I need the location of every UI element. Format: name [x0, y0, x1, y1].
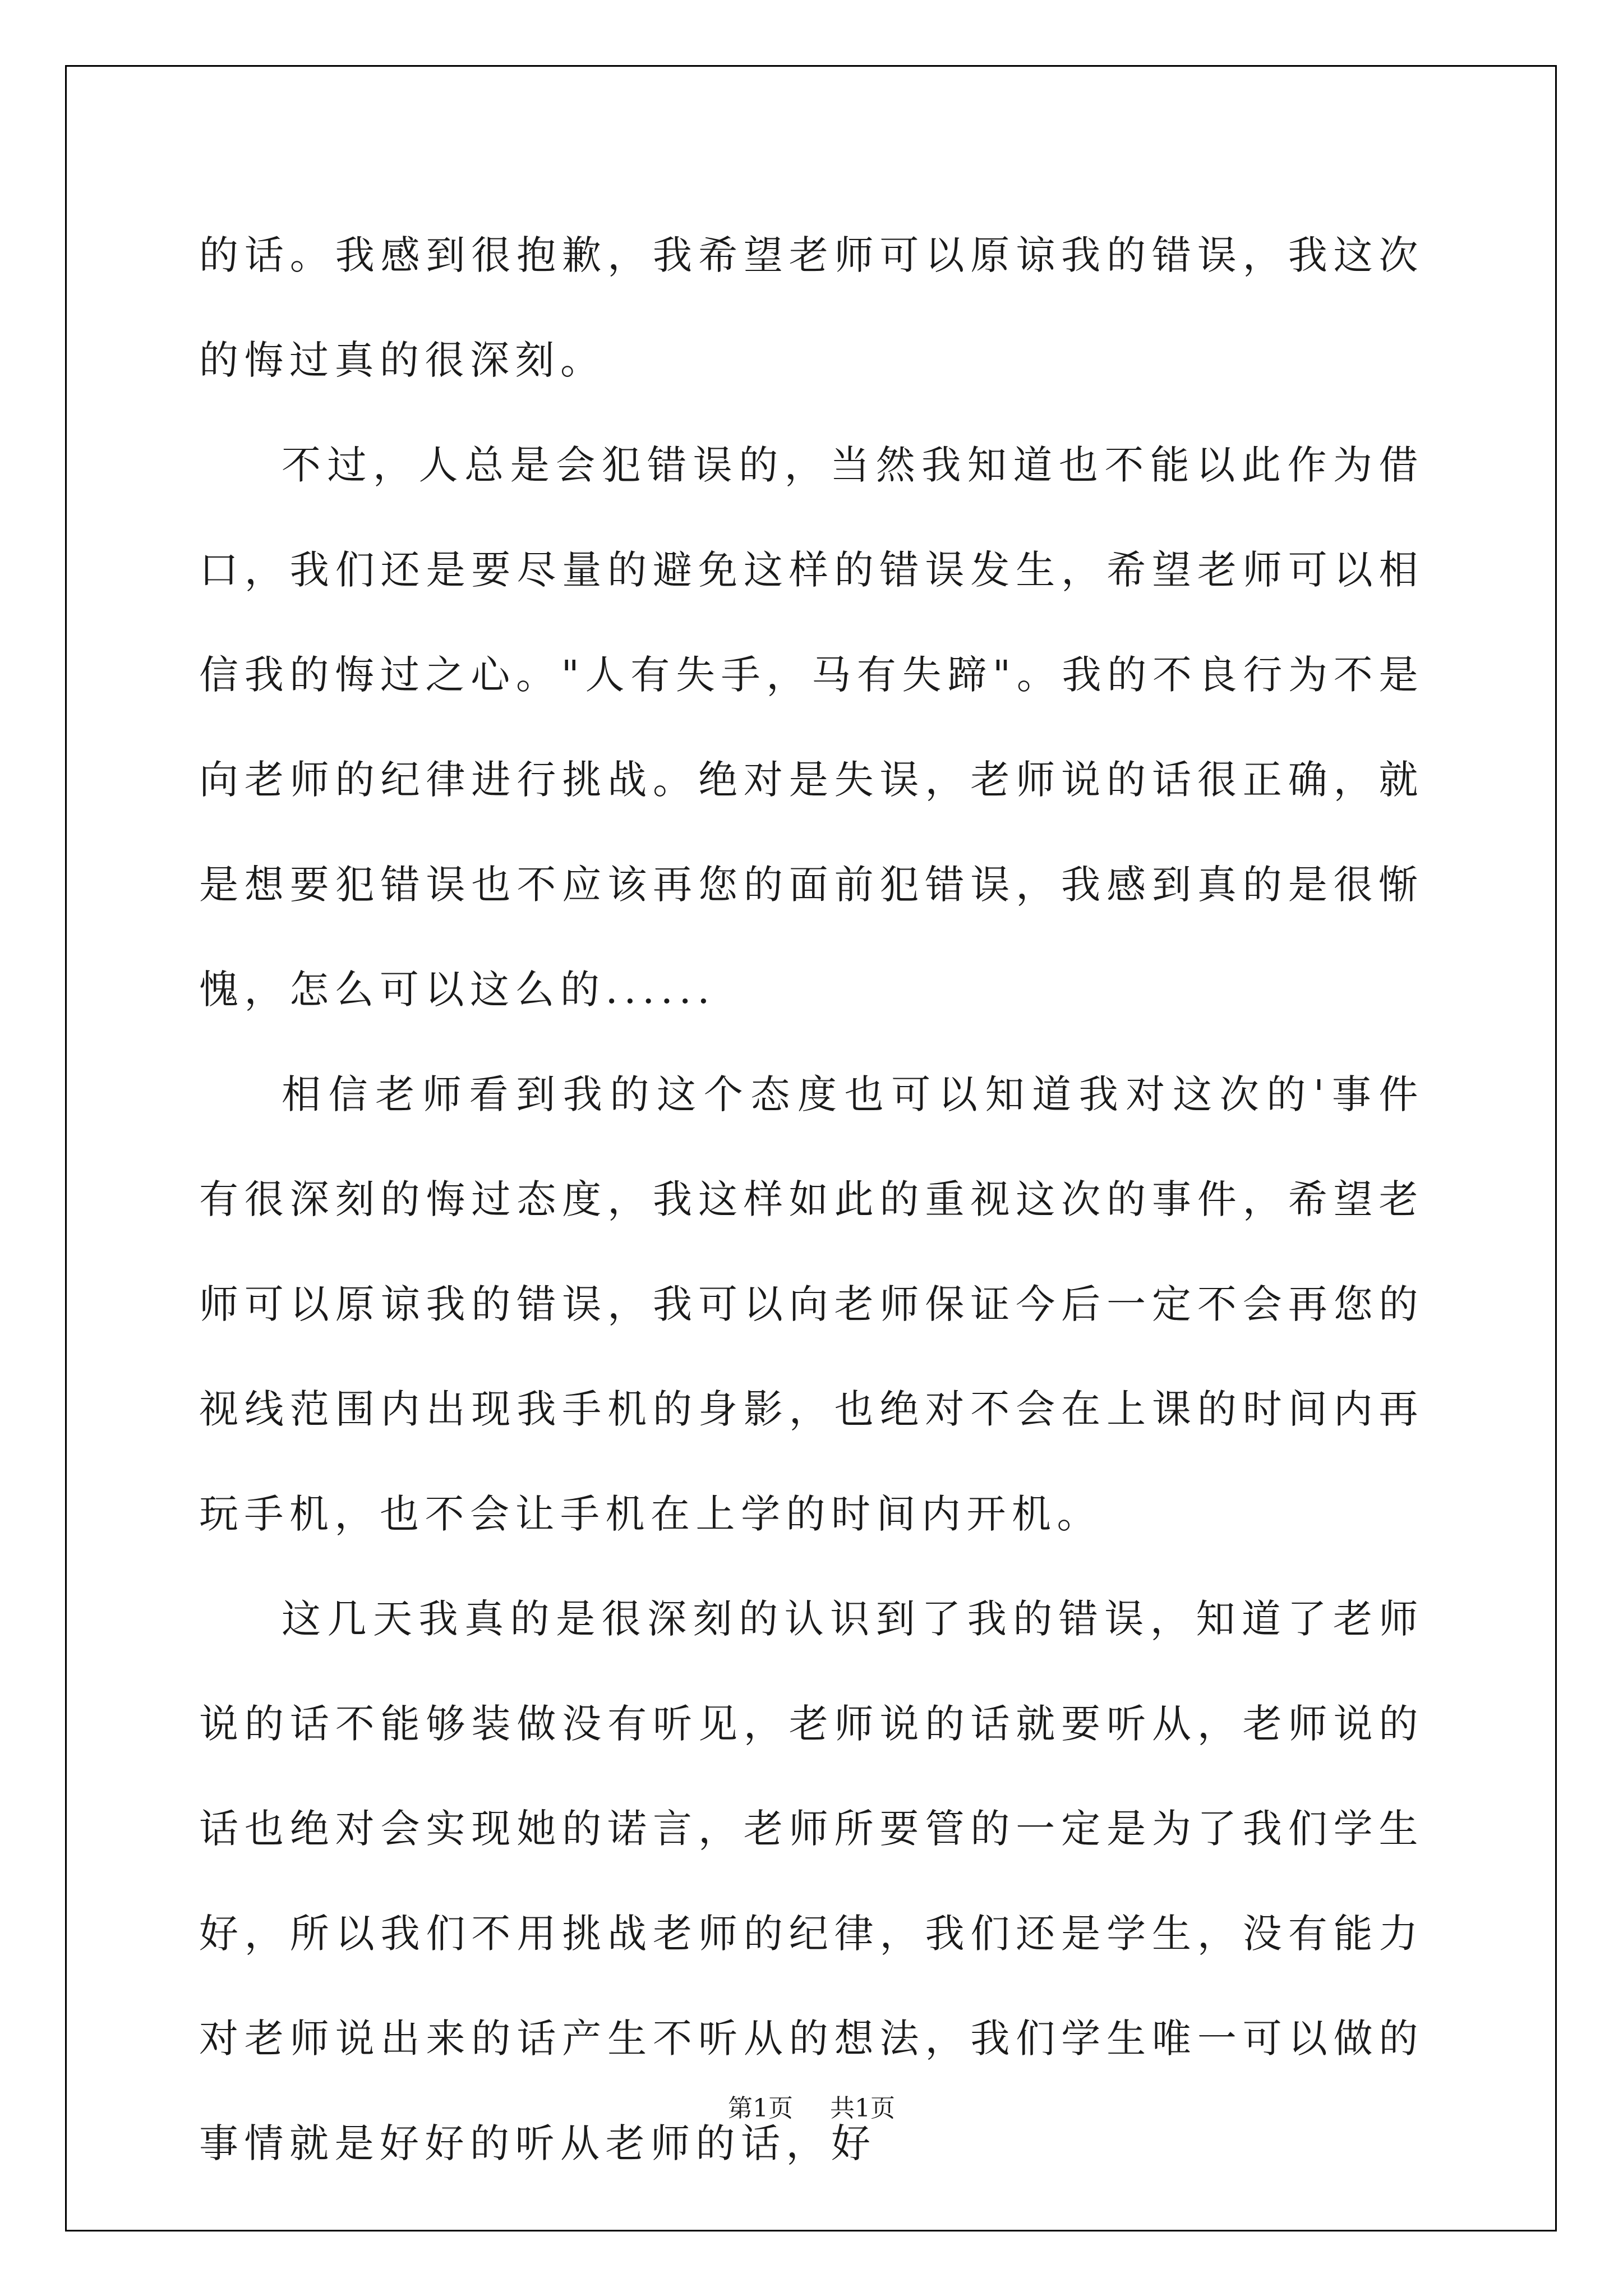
paragraph: 的话。我感到很抱歉，我希望老师可以原谅我的错误，我这次的悔过真的很深刻。: [199, 232, 1424, 383]
document-body: [199, 203, 1424, 2196]
paragraph: 不过，人总是会犯错误的，当然我知道也不能以此作为借口，我们还是要尽量的避免这样的错误发生，希望老师可以相信我的悔过之心。"人有失手，马有失蹄"。我的不良行为不是向老师的纪律进行挑战。绝对是失误，老师说的话很正确，就是想要犯错误也不应该再您的面前犯错误，我感到真的是很惭愧，怎么可以这么的......: [199, 442, 1424, 1013]
page-number: 第1页: [728, 2094, 793, 2123]
paragraph: 这几天我真的是很深刻的认识到了我的错误，知道了老师说的话不能够装做没有听见，老师说的话就要听从，老师说的话也绝对会实现她的诺言，老师所要管的一定是为了我们学生好，所以我们不用挑战老师的纪律，我们还是学生，没有能力对老师说出来的话产生不听从的想法，我们学生唯一可以做的事情就是好好的听从老师的话，好: [199, 1596, 1424, 2166]
paragraph: 相信老师看到我的这个态度也可以知道我对这次的'事件有很深刻的悔过态度，我这样如此的重视这次的事件，希望老师可以原谅我的错误，我可以向老师保证今后一定不会再您的视线范围内出现我手机的身影，也绝对不会在上课的时间内再玩手机，也不会让手机在上学的时间内开机。: [199, 1071, 1424, 1537]
page-total: 共1页: [830, 2094, 895, 2123]
page-footer: [0, 2088, 1623, 2124]
